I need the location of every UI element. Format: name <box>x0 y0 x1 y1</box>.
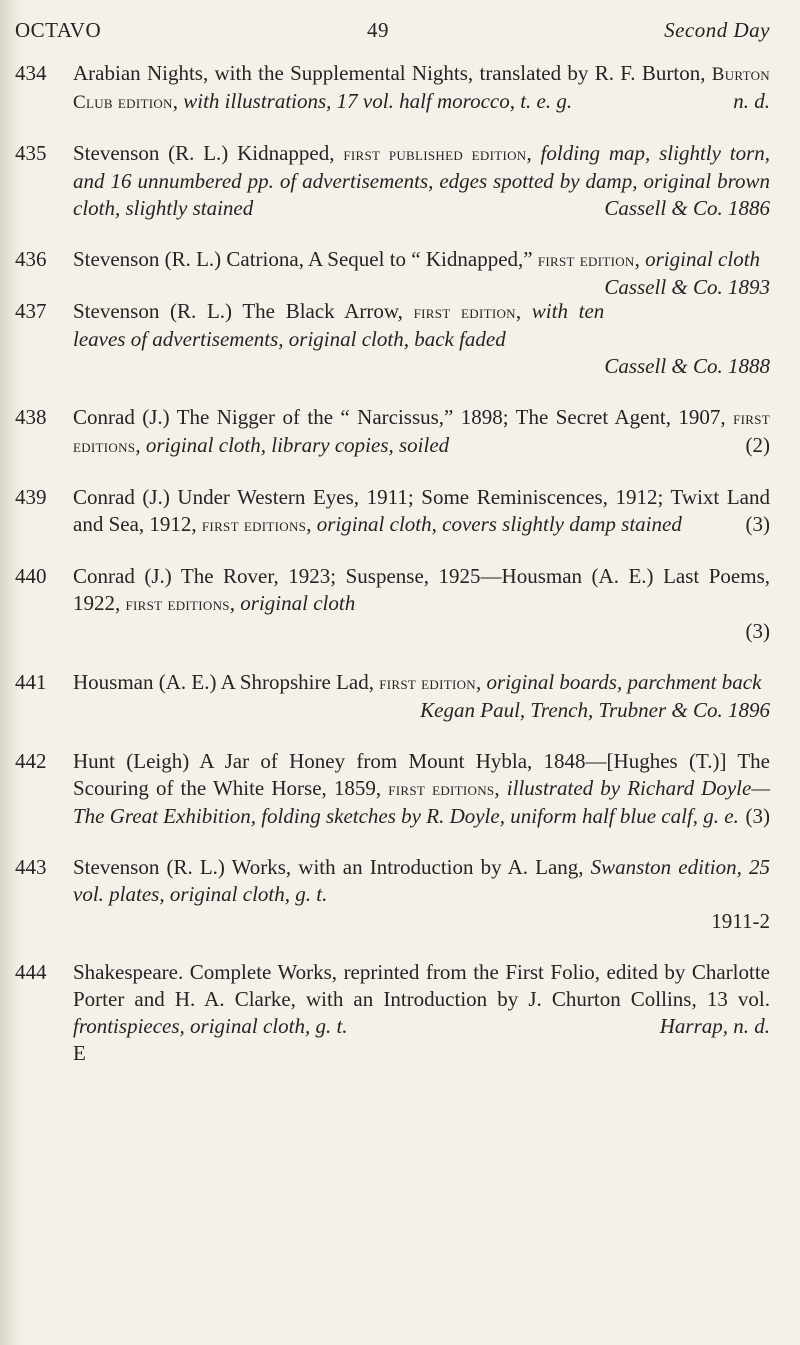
entry-quantity: (3) <box>745 804 770 828</box>
entry-quantity: (3) <box>745 619 770 643</box>
entry-edition: first editions <box>73 408 770 457</box>
entry-edition: first editions <box>201 515 307 536</box>
entry-description: illustrated by Richard Doyle—The Great Exhibition, folding sketches by R. Doyle, uniform half blue calf, g. e. <box>73 776 770 828</box>
entry-description: folding map, slightly torn, and 16 unnumbered pp. of advertisements, edges spotted by damp, original brown cloth, slightly stained <box>73 141 771 220</box>
entry-imprint: Kegan Paul, Trench, Trubner & Co. 1896 <box>420 698 770 722</box>
entry-quantity: (3) <box>745 512 770 536</box>
lot-number: 436 <box>15 247 47 271</box>
header-day: Second Day <box>664 18 770 42</box>
lot-number: 438 <box>15 405 47 429</box>
entry-title: Stevenson (R. L.) Catriona, A Sequel to “ Kidnapped,” <box>73 247 538 271</box>
catalogue-entries <box>15 60 770 1067</box>
entry-text <box>73 854 770 935</box>
entry-title: Shakespeare. Complete Works, reprinted from the First Folio, edited by Charlotte Porter and H. A. Clarke, with an Introduction by J. Churton Collins, 13 vol. <box>73 960 770 1011</box>
entry-edition: first published edition <box>343 144 527 165</box>
entry-edition: Burton Club edition <box>73 64 770 113</box>
entry-description: original boards, parchment back <box>486 670 762 694</box>
entry-imprint: Cassell & Co. 1886 <box>604 196 770 220</box>
entry-description: original cloth <box>645 247 761 271</box>
entry-imprint: Cassell & Co. 1888 <box>604 354 770 378</box>
entry-title: Conrad (J.) Under Western Eyes, 1911; Some Reminiscences, 1912; Twixt Land and Sea, 1912, <box>73 485 770 536</box>
entry-description: with ten leaves of advertisements, original cloth, back faded <box>73 299 605 351</box>
catalogue-entry <box>15 484 770 539</box>
catalogue-entry <box>15 298 770 380</box>
entry-sep: , <box>526 141 541 165</box>
entry-sep: , <box>634 247 646 271</box>
entry-description: original cloth <box>240 591 356 615</box>
entry-title: Stevenson (R. L.) The Black Arrow, <box>73 299 414 323</box>
catalogue-entry <box>15 246 770 299</box>
entry-sep: , <box>515 299 532 323</box>
entry-edition: first editions <box>125 594 230 615</box>
lot-number: 442 <box>15 749 47 773</box>
entry-description: with illustrations, 17 vol. half morocco, t. e. g. <box>183 89 573 113</box>
catalogue-entry <box>15 563 770 645</box>
catalogue-entry <box>15 748 770 830</box>
lot-number: 437 <box>15 299 47 323</box>
entry-edition: first editions <box>388 779 495 800</box>
entry-text <box>73 959 770 1040</box>
entry-edition: first edition <box>537 250 635 271</box>
entry-edition: first edition <box>413 302 516 323</box>
entry-sep: , <box>229 591 241 615</box>
entry-description: original cloth, covers slightly damp stained <box>316 512 682 536</box>
entry-title: Stevenson (R. L.) Kidnapped, <box>73 141 344 165</box>
entry-text <box>73 404 770 460</box>
entry-sep: , <box>475 670 487 694</box>
catalogue-entry <box>15 140 770 222</box>
entry-text <box>73 298 770 380</box>
entry-text <box>73 246 770 299</box>
entry-title: Housman (A. E.) A Shropshire Lad, <box>73 670 380 694</box>
lot-number: 434 <box>15 61 47 85</box>
signature-mark: E <box>73 1041 86 1065</box>
entry-title: Hunt (Leigh) A Jar of Honey from Mount Hybla, 1848—[Hughes (T.)] The Scouring of the White Horse, 1859, <box>73 749 770 800</box>
entry-title: Conrad (J.) The Rover, 1923; Suspense, 1925—Housman (A. E.) Last Poems, 1922, <box>73 564 770 615</box>
lot-number: 439 <box>15 485 47 509</box>
entry-imprint: Cassell & Co. 1893 <box>604 275 770 299</box>
entry-title: Conrad (J.) The Nigger of the “ Narcissus,” 1898; The Secret Agent, 1907, <box>73 405 734 429</box>
entry-text <box>73 484 770 539</box>
lot-number: 435 <box>15 141 47 165</box>
entry-sep: , <box>135 433 146 457</box>
page-header <box>15 18 770 48</box>
header-section: OCTAVO <box>15 18 102 42</box>
entry-date: 1911-2 <box>711 909 770 933</box>
entry-description: original cloth, library copies, soiled <box>145 433 450 457</box>
entry-text <box>73 669 770 724</box>
catalogue-entry <box>15 959 770 1040</box>
entry-title: Stevenson (R. L.) Works, with an Introduction by A. Lang, <box>73 855 591 879</box>
entry-title: Arabian Nights, with the Supplemental Nights, translated by R. F. Burton, <box>73 61 712 85</box>
catalogue-entry <box>15 854 770 935</box>
catalogue-entry <box>15 60 770 116</box>
entry-imprint: n. d. <box>733 89 770 113</box>
lot-number: 440 <box>15 564 47 588</box>
entry-sep: , <box>306 512 317 536</box>
lot-number: 444 <box>15 960 47 984</box>
entry-sep: , <box>494 776 507 800</box>
entry-description: Swanston edition, 25 vol. plates, original cloth, g. t. <box>73 855 770 906</box>
catalogue-entry <box>15 404 770 460</box>
entry-sep: , <box>172 89 184 113</box>
entry-edition: first edition <box>379 673 476 694</box>
lot-number: 441 <box>15 670 47 694</box>
page-number: 49 <box>367 18 389 42</box>
entry-text <box>73 60 770 116</box>
lot-number: 443 <box>15 855 47 879</box>
entry-text <box>73 140 770 222</box>
catalogue-entry <box>15 669 770 724</box>
entry-description: frontispieces, original cloth, g. t. <box>73 1014 348 1038</box>
entry-text <box>73 563 770 645</box>
entry-quantity: (2) <box>745 433 770 457</box>
entry-imprint: Harrap, n. d. <box>659 1014 770 1038</box>
entry-text <box>73 748 770 830</box>
